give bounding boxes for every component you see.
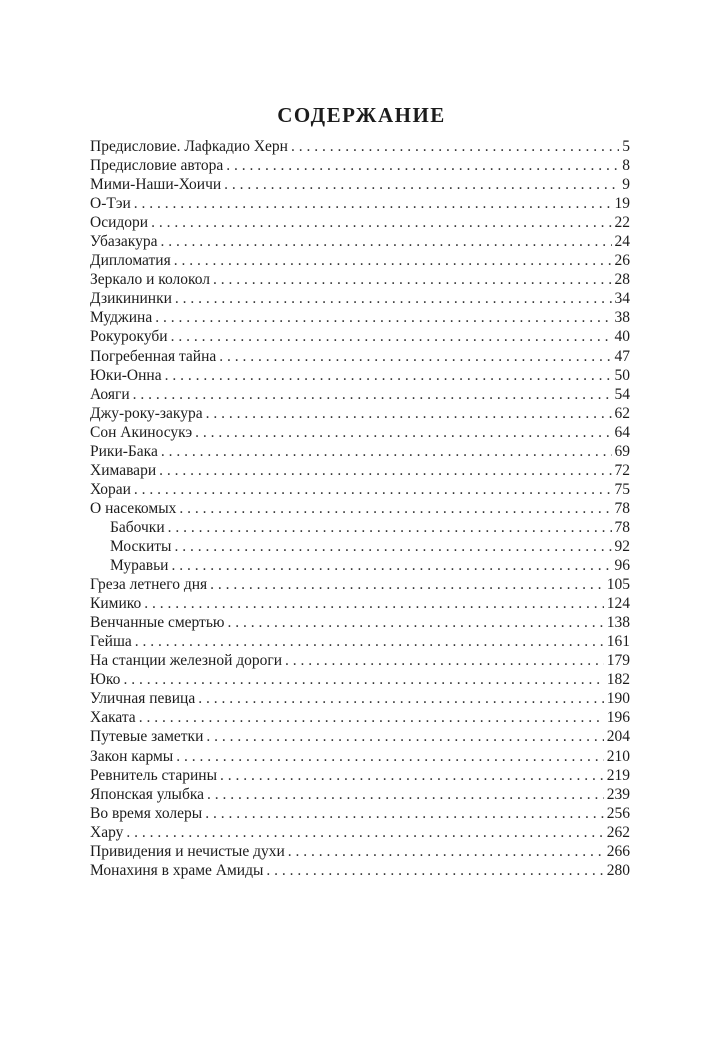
toc-entry [90, 651, 630, 670]
entry-title: Греза летнего дня [90, 576, 208, 594]
entry-page-number: 96 [614, 557, 630, 575]
entry-page-number: 105 [606, 576, 630, 594]
dot-leader [224, 175, 619, 194]
entry-page-number: 266 [606, 842, 630, 860]
toc-subentry [90, 537, 630, 556]
entry-page-number: 256 [606, 804, 630, 822]
entry-page-number: 72 [614, 461, 630, 479]
entry-title: Кимико [90, 595, 142, 613]
entry-page-number: 34 [614, 290, 630, 308]
entry-title: Дзикининки [90, 290, 172, 308]
toc-entry [90, 785, 630, 804]
dot-leader [174, 537, 611, 556]
entry-page-number: 5 [622, 138, 630, 155]
toc-entry [90, 289, 630, 308]
entry-page-number: 179 [606, 652, 630, 670]
entry-title: О насекомых [90, 499, 177, 517]
entry-title: Рокурокуби [90, 328, 168, 346]
dot-leader [126, 823, 603, 842]
dot-leader [176, 747, 604, 766]
entry-page-number: 24 [614, 233, 630, 251]
entry-title: Путевые заметки [90, 728, 204, 746]
entry-page-number: 22 [614, 214, 630, 232]
toc-entry [90, 366, 630, 385]
entry-page-number: 8 [622, 157, 630, 175]
entry-title: Предисловие автора [90, 157, 224, 175]
dot-leader [134, 194, 612, 213]
entry-title: Муравьи [110, 557, 169, 575]
dot-leader [205, 804, 604, 823]
entry-title: Монахиня в храме Амиды [90, 861, 264, 879]
entry-title: Убазакура [90, 233, 158, 251]
toc-subentry [90, 518, 630, 537]
entry-title: Мими-Наши-Хоичи [90, 176, 222, 194]
dot-leader [160, 232, 611, 251]
entry-title: Аояги [90, 385, 130, 403]
entry-page-number: 62 [614, 404, 630, 422]
entry-page-number: 19 [614, 195, 630, 213]
entry-title: Во время холеры [90, 804, 203, 822]
dot-leader [171, 556, 611, 575]
dot-leader [288, 842, 604, 861]
entry-page-number: 204 [606, 728, 630, 746]
entry-page-number: 69 [614, 442, 630, 460]
toc-entry [90, 232, 630, 251]
toc-entry [90, 575, 630, 594]
dot-leader [210, 575, 604, 594]
toc-entry [90, 842, 630, 861]
toc-entry [90, 194, 630, 213]
dot-leader [198, 689, 604, 708]
dot-leader [174, 251, 612, 270]
entry-title: Дипломатия [90, 252, 171, 270]
dot-leader [144, 594, 604, 613]
entry-page-number: 40 [614, 328, 630, 346]
dot-leader [220, 766, 604, 785]
dot-leader [134, 480, 612, 499]
dot-leader [139, 708, 604, 727]
dot-leader [123, 670, 603, 689]
entry-title: На станции железной дороги [90, 652, 283, 670]
entry-title: Уличная певица [90, 690, 196, 708]
entry-title: Хару [90, 823, 124, 841]
entry-title: Хораи [90, 480, 131, 498]
entry-page-number: 78 [614, 518, 630, 536]
toc-entry [90, 442, 630, 461]
toc-subentry [90, 556, 630, 575]
toc-entry [90, 308, 630, 327]
entry-title: Джу-року-закура [90, 404, 203, 422]
toc-entry [90, 270, 630, 289]
entry-title: Юки-Онна [90, 366, 162, 384]
entry-title: Японская улыбка [90, 785, 205, 803]
entry-page-number: 262 [606, 823, 630, 841]
entry-page-number: 28 [614, 271, 630, 289]
dot-leader [133, 385, 612, 404]
entry-title: О-Тэи [90, 195, 131, 213]
toc-entry [90, 461, 630, 480]
entry-page-number: 161 [606, 633, 630, 651]
dot-leader [226, 156, 619, 175]
toc-entry [90, 213, 630, 232]
entry-title: Привидения и нечистые духи [90, 842, 285, 860]
toc-entry [90, 823, 630, 842]
dot-leader [165, 366, 612, 385]
toc-entry [90, 613, 630, 632]
dot-leader [195, 423, 611, 442]
entry-page-number: 78 [614, 499, 630, 517]
entry-page-number: 47 [614, 347, 630, 365]
toc-entry [90, 385, 630, 404]
entry-page-number: 64 [614, 423, 630, 441]
dot-leader [291, 137, 619, 156]
toc-entry [90, 708, 630, 727]
table-of-contents [90, 137, 630, 880]
toc-entry [90, 480, 630, 499]
toc-entry [90, 499, 630, 518]
entry-title: Бабочки [110, 518, 165, 536]
entry-page-number: 124 [606, 595, 630, 613]
dot-leader [213, 270, 611, 289]
entry-page-number: 138 [606, 614, 630, 632]
entry-title: Муджина [90, 309, 153, 327]
entry-title: Ревнитель старины [90, 766, 218, 784]
dot-leader [161, 442, 612, 461]
dot-leader [285, 651, 604, 670]
dot-leader [206, 727, 603, 746]
toc-entry [90, 327, 630, 346]
dot-leader [159, 461, 611, 480]
entry-page-number: 219 [606, 766, 630, 784]
entry-title: Москиты [110, 537, 172, 555]
entry-page-number: 196 [606, 709, 630, 727]
toc-entry [90, 156, 630, 175]
dot-leader [179, 499, 611, 518]
entry-title: Сон Акиносукэ [90, 423, 193, 441]
entry-title: Гейша [90, 633, 132, 651]
toc-entry [90, 766, 630, 785]
entry-page-number: 50 [614, 366, 630, 384]
entry-title: Рики-Бака [90, 442, 158, 460]
entry-page-number: 210 [606, 747, 630, 765]
entry-title: Хаката [90, 709, 136, 727]
toc-entry [90, 347, 630, 366]
dot-leader [135, 632, 604, 651]
entry-page-number: 190 [606, 690, 630, 708]
toc-entry [90, 689, 630, 708]
toc-entry [90, 632, 630, 651]
dot-leader [175, 289, 612, 308]
toc-entry [90, 175, 630, 194]
entry-title: Зеркало и колокол [90, 271, 211, 289]
dot-leader [168, 518, 612, 537]
entry-page-number: 182 [606, 671, 630, 689]
entry-title: Закон кармы [90, 747, 174, 765]
entry-title: Погребенная тайна [90, 347, 217, 365]
entry-title: Осидори [90, 214, 149, 232]
toc-entry [90, 861, 630, 880]
dot-leader [207, 785, 604, 804]
entry-page-number: 75 [614, 480, 630, 498]
dot-leader [155, 308, 611, 327]
toc-entry [90, 423, 630, 442]
entry-title: Предисловие. Лафкадио Херн [90, 138, 288, 155]
toc-entry [90, 804, 630, 823]
entry-page-number: 54 [614, 385, 630, 403]
entry-page-number: 9 [622, 176, 630, 194]
dot-leader [151, 213, 611, 232]
toc-entry [90, 747, 630, 766]
toc-entry [90, 137, 630, 156]
toc-entry [90, 670, 630, 689]
dot-leader [206, 404, 612, 423]
entry-title: Юко [90, 671, 121, 689]
toc-entry [90, 594, 630, 613]
entry-page-number: 38 [614, 309, 630, 327]
entry-page-number: 26 [614, 252, 630, 270]
dot-leader [219, 347, 611, 366]
toc-entry [90, 404, 630, 423]
dot-leader [171, 327, 612, 346]
toc-entry [90, 727, 630, 746]
entry-title: Венчанные смертью [90, 614, 225, 632]
entry-page-number: 280 [606, 861, 630, 879]
entry-page-number: 239 [606, 785, 630, 803]
toc-entry [90, 251, 630, 270]
page-title: СОДЕРЖАНИЕ [277, 103, 446, 128]
entry-page-number: 92 [614, 537, 630, 555]
dot-leader [227, 613, 603, 632]
dot-leader [266, 861, 603, 880]
entry-title: Химавари [90, 461, 157, 479]
